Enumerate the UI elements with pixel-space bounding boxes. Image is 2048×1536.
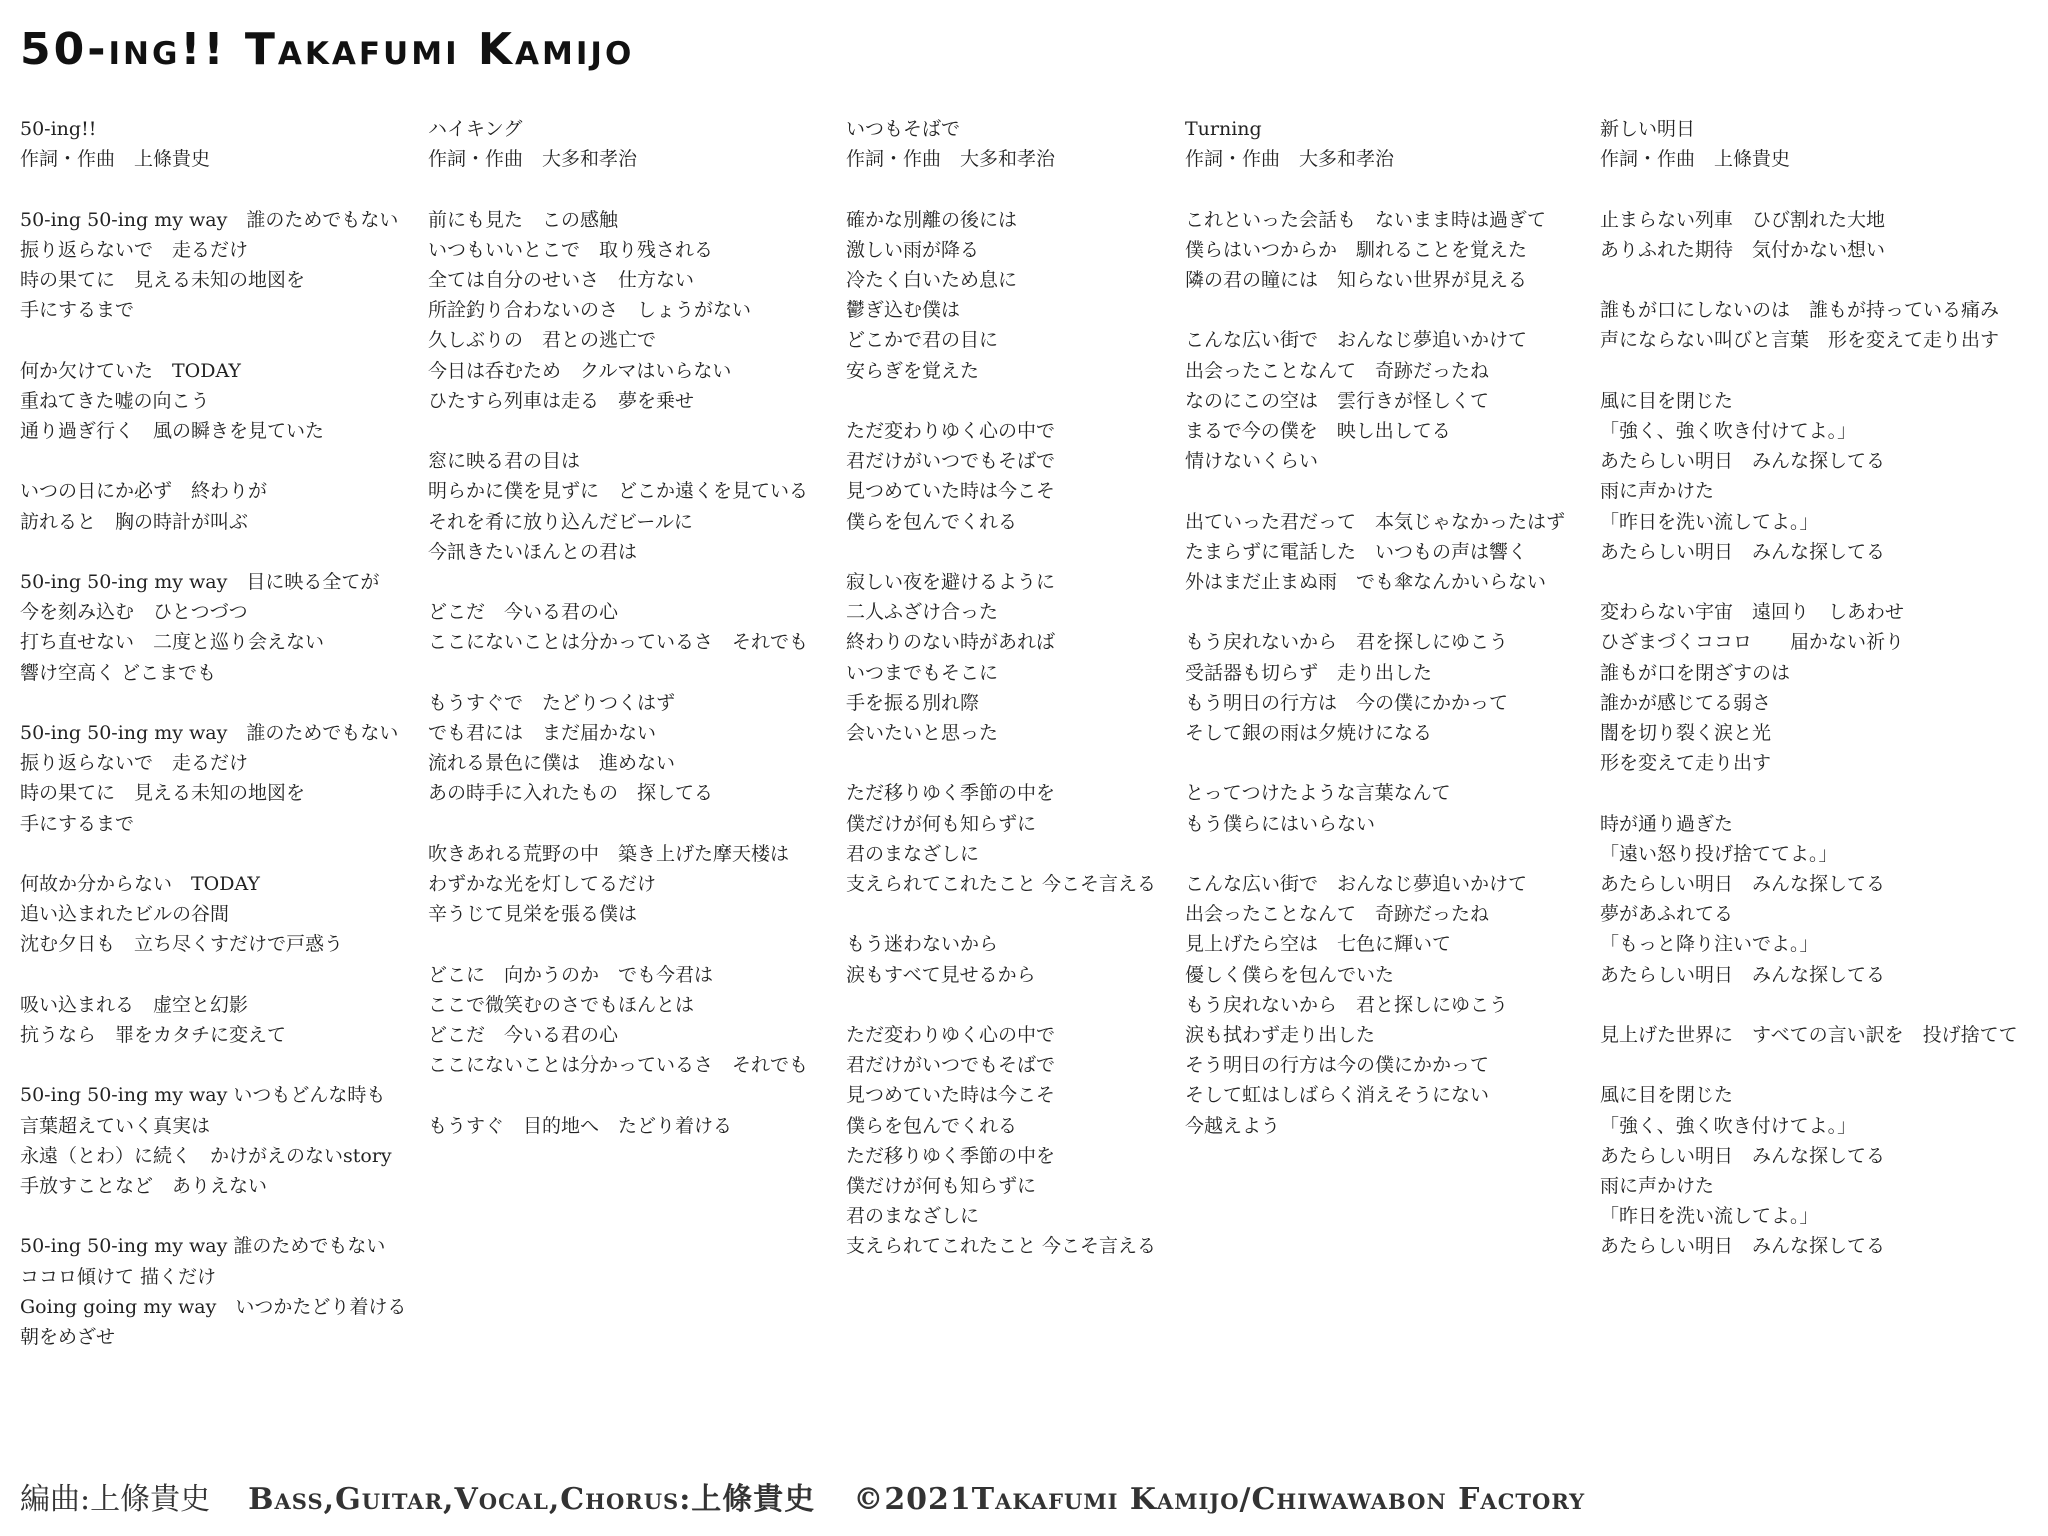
players-credit: Bass,Guitar,Vocal,Chorus:上條貴史 (248, 1482, 816, 1517)
lyric-line: 会いたいと思った (846, 722, 999, 745)
lyric-line: 流れる景色に僕は 進めない (428, 752, 676, 775)
lyric-line: 手にするまで (20, 299, 135, 322)
lyric-line: これといった会話も ないまま時は過ぎて (1185, 208, 1547, 231)
lyric-line: あたらしい明日 みんな探してる (1600, 963, 1886, 986)
lyric-line: 夢があふれてる (1600, 903, 1734, 926)
lyric-line: 出会ったことなんて 奇跡だったね (1185, 903, 1490, 926)
stanza (1185, 627, 1565, 748)
lyric-line: 受話器も切らず 走り出した (1185, 661, 1433, 684)
lyric-line: 二人ふざけ合った (846, 601, 999, 624)
lyric-line: ここで微笑むのさでもほんとは (428, 993, 695, 1016)
stanza (20, 567, 406, 688)
lyric-line: 止まらない列車 ひび割れた大地 (1600, 208, 1886, 231)
lyric-line: 久しぶりの 君との逃亡で (428, 329, 657, 352)
lyric-line: もう明日の行方は 今の僕にかかって (1185, 691, 1509, 714)
stanza (1185, 325, 1565, 476)
lyric-line: あの時手に入れたもの 探してる (428, 782, 714, 805)
lyric-line: もう戻れないから 君を探しにゆこう (1185, 631, 1509, 654)
lyric-line: 風に目を閉じた (1600, 389, 1734, 412)
lyric-line: 冷たく白いため息に (846, 269, 1018, 291)
song-title: ハイキング (428, 118, 523, 140)
song-column-5 (1600, 114, 2018, 1262)
lyric-line: 時の果てに 見える未知の地図を (20, 269, 306, 291)
lyric-line: 50-ing 50-ing my way 誰のためでもない (20, 1235, 386, 1258)
lyric-line: どこだ 今いる君の心 (428, 601, 619, 624)
lyric-line: どこに 向かうのか でも今君は (428, 963, 714, 986)
lyric-line: 見つめていた時は今こそ (846, 1084, 1056, 1107)
stanza (1600, 1080, 2018, 1261)
page-title: 50-ing!! Takafumi Kamijo (20, 24, 635, 75)
lyric-line: あたらしい明日 みんな探してる (1600, 1235, 1886, 1258)
lyric-line: 辛うじて見栄を張る僕は (428, 903, 638, 926)
stanza (428, 205, 808, 416)
lyric-line: 50-ing 50-ing my way 誰のためでもない (20, 721, 399, 744)
lyric-line: Going going my way いつかたどり着ける (20, 1295, 407, 1318)
lyric-line: 寂しい夜を避けるように (846, 571, 1056, 593)
stanza (1600, 295, 2018, 355)
stanza (1185, 205, 1565, 296)
lyric-line: ただ移りゆく季節の中を (846, 1144, 1056, 1167)
lyric-line: いつもいいとこで 取り残される (428, 238, 714, 261)
lyric-line: 前にも見た この感触 (428, 208, 619, 231)
lyric-line: わずかな光を灯してるだけ (428, 873, 657, 895)
lyric-line: ここにないことは分かっているさ それでも (428, 631, 809, 654)
lyric-line: たまらずに電話した いつもの声は響く (1185, 540, 1528, 563)
stanza (846, 567, 1156, 748)
song-credit: 作詞・作曲 大多和孝治 (846, 148, 1056, 171)
stanza (1600, 1020, 2018, 1050)
stanza (428, 597, 808, 657)
lyric-line: 誰もが口を閉ざすのは (1600, 661, 1791, 684)
song-title: Turning (1185, 118, 1262, 140)
stanza (20, 356, 406, 447)
stanza (1600, 386, 2018, 567)
lyric-line: 窓に映る君の目は (428, 450, 581, 473)
lyric-line: 今訊きたいほんとの君は (428, 540, 638, 563)
song-credit: 作詞・作曲 大多和孝治 (428, 148, 638, 171)
arrangement-credit: 編曲:上條貴史 (20, 1482, 211, 1517)
lyric-line: 君のまなざしに (846, 1205, 980, 1228)
lyric-line: そう明日の行方は今の僕にかかって (1185, 1054, 1490, 1077)
lyric-line: もう僕らにはいらない (1185, 812, 1376, 835)
song-column-4 (1185, 114, 1565, 1141)
lyric-line: 言葉超えていく真実は (20, 1114, 211, 1137)
lyric-line: いつの日にか必ず 終わりが (20, 480, 268, 503)
lyric-line: もうすぐで たどりつくはず (428, 691, 676, 714)
lyric-line: 沈む夕日も 立ち尽くすだけで戸惑う (20, 933, 344, 956)
footer-credits (20, 1474, 1585, 1518)
lyric-line: 「昨日を洗い流してよ。」 (1600, 510, 1819, 533)
lyric-line: ただ変わりゆく心の中で (846, 420, 1056, 442)
lyric-line: 今越えよう (1185, 1114, 1281, 1137)
lyric-line: 手を振る別れ際 (846, 691, 980, 714)
lyric-line: 全ては自分のせいさ 仕方ない (428, 269, 695, 291)
lyric-line: いつまでもそこに (846, 661, 999, 684)
lyric-line: 支えられてこれたこと 今こそ言える (846, 873, 1157, 896)
stanza (846, 778, 1156, 899)
stanza (428, 446, 808, 567)
lyric-line: 激しい雨が降る (846, 238, 980, 261)
lyric-line: 風に目を閉じた (1600, 1084, 1734, 1107)
lyric-line: 出ていった君だって 本気じゃなかったはず (1185, 510, 1566, 533)
lyric-line: 見上げたら空は 七色に輝いて (1185, 933, 1452, 956)
song-credit: 作詞・作曲 大多和孝治 (1185, 148, 1395, 171)
lyric-line: 形を変えて走り出す (1600, 752, 1772, 775)
lyric-line: 何故か分からない TODAY (20, 872, 260, 895)
lyric-line: 君だけがいつでもそばで (846, 1054, 1056, 1077)
lyric-line: こんな広い街で おんなじ夢追いかけて (1185, 329, 1528, 352)
lyric-line: ありふれた期待 気付かない想い (1600, 238, 1886, 261)
lyric-line: 誰かが感じてる弱さ (1600, 691, 1772, 714)
lyric-line: 何か欠けていた TODAY (20, 359, 241, 382)
lyric-line: 僕らを包んでくれる (846, 510, 1018, 533)
lyric-line: 永遠（とわ）に続く かけがえのないstory (20, 1144, 392, 1167)
lyric-line: 「強く、強く吹き付けてよ。」 (1600, 1114, 1857, 1137)
stanza (1600, 809, 2018, 990)
stanza (1600, 597, 2018, 778)
song-title: 50-ing!! (20, 118, 97, 140)
lyric-line: 僕らを包んでくれる (846, 1114, 1018, 1137)
song-column-3 (846, 114, 1156, 1262)
song-credit: 作詞・作曲 上條貴史 (1600, 148, 1791, 171)
lyric-line: 涙もすべて見せるから (846, 963, 1036, 986)
lyric-line: 闇を切り裂く涙と光 (1600, 722, 1772, 744)
lyric-line: 「昨日を洗い流してよ。」 (1600, 1205, 1819, 1228)
stanza (428, 839, 808, 930)
lyric-line: 「遠い怒り投げ捨ててよ。」 (1600, 842, 1838, 865)
lyric-line: ひざまづくココロ 届かない祈り (1600, 631, 1905, 654)
lyric-line: ただ移りゆく季節の中を (846, 782, 1056, 805)
lyric-line: 支えられてこれたこと 今こそ言える (846, 1235, 1157, 1258)
lyric-line: 通り過ぎ行く 風の瞬きを見ていた (20, 420, 325, 442)
lyric-line: 今を刻み込む ひとつづつ (20, 601, 248, 624)
lyric-line: 僕だけが何も知らずに (846, 812, 1037, 835)
stanza (20, 1080, 406, 1201)
lyric-line: 手にするまで (20, 812, 135, 835)
lyric-line: 時の果てに 見える未知の地図を (20, 782, 306, 805)
lyric-line: 声にならない叫びと言葉 形を変えて走り出す (1600, 329, 2000, 352)
stanza (846, 1020, 1156, 1262)
lyric-line: 隣の君の瞳には 知らない世界が見える (1185, 269, 1528, 291)
lyric-line: 終わりのない時があれば (846, 631, 1056, 654)
lyric-line: 雨に声かけた (1600, 1175, 1715, 1197)
stanza (428, 688, 808, 809)
lyric-line: 鬱ぎ込む僕は (846, 299, 961, 322)
lyric-line: もう戻れないから 君と探しにゆこう (1185, 993, 1509, 1016)
stanza (846, 205, 1156, 386)
lyric-line: 「強く、強く吹き付けてよ。」 (1600, 419, 1857, 442)
lyric-line: 「もっと降り注いでよ。」 (1600, 933, 1819, 956)
lyric-line: どこかで君の目に (846, 329, 999, 352)
lyric-line: あたらしい明日 みんな探してる (1600, 873, 1886, 895)
stanza (20, 476, 406, 536)
lyric-line: 僕らはいつからか 馴れることを覚えた (1185, 238, 1528, 261)
lyric-line: 見上げた世界に すべての言い訳を 投げ捨てて (1600, 1024, 2018, 1046)
lyric-line: 優しく僕らを包んでいた (1185, 963, 1395, 986)
lyric-line: 50-ing 50-ing my way いつもどんな時も (20, 1084, 386, 1107)
stanza (846, 929, 1156, 989)
song-column-2 (428, 114, 808, 1141)
lyric-line: ひたすら列車は走る 夢を乗せ (428, 389, 695, 412)
lyric-line: 確かな別離の後には (846, 208, 1018, 231)
lyric-line: こんな広い街で おんなじ夢追いかけて (1185, 872, 1528, 895)
lyric-line: そして虹はしばらく消えそうにない (1185, 1084, 1490, 1107)
lyric-line: なのにこの空は 雲行きが怪しくて (1185, 389, 1490, 412)
lyric-line: もう迷わないから (846, 933, 999, 956)
lyric-line: あたらしい明日 みんな探してる (1600, 540, 1886, 563)
lyric-line: 今日は呑むため クルマはいらない (428, 359, 732, 382)
stanza (1185, 869, 1565, 1141)
lyric-line: 吸い込まれる 虚空と幻影 (20, 993, 249, 1016)
stanza (20, 1231, 406, 1352)
lyric-line: 見つめていた時は今こそ (846, 480, 1056, 503)
lyric-line: 誰もが口にしないのは 誰もが持っている痛み (1600, 299, 2000, 322)
song-title: いつもそばで (846, 118, 961, 140)
lyric-line: 重ねてきた嘘の向こう (20, 389, 210, 412)
lyric-line: とってつけたような言葉なんて (1185, 782, 1451, 805)
stanza (1185, 507, 1565, 598)
song-column-1 (20, 114, 406, 1352)
lyric-line: ココロ傾けて 描くだけ (20, 1265, 217, 1288)
lyric-line: 外はまだ止まぬ雨 でも傘なんかいらない (1185, 571, 1547, 593)
lyric-line: 時が通り過ぎた (1600, 812, 1734, 835)
lyric-line: あたらしい明日 みんな探してる (1600, 450, 1886, 473)
lyric-line: あたらしい明日 みんな探してる (1600, 1144, 1886, 1167)
lyric-line: 吹きあれる荒野の中 築き上げた摩天楼は (428, 842, 790, 865)
song-credit: 作詞・作曲 上條貴史 (20, 148, 211, 171)
stanza (20, 990, 406, 1050)
lyric-line: 所詮釣り合わないのさ しょうがない (428, 299, 752, 322)
lyric-line: 涙も拭わず走り出した (1185, 1024, 1376, 1046)
lyric-line: 50-ing 50-ing my way 目に映る全てが (20, 570, 380, 593)
lyric-line: 情けないくらい (1185, 450, 1319, 473)
lyric-line: 朝をめざせ (20, 1325, 116, 1348)
lyric-line: 安らぎを覚えた (846, 359, 980, 382)
lyric-line: ここにないことは分かっているさ それでも (428, 1054, 809, 1077)
lyric-line: 訪れると 胸の時計が叫ぶ (20, 510, 249, 533)
stanza (20, 869, 406, 960)
lyric-line: まるで今の僕を 映し出してる (1185, 420, 1451, 442)
lyric-line: 君だけがいつでもそばで (846, 450, 1056, 473)
lyric-line: 明らかに僕を見ずに どこか遠くを見ている (428, 480, 809, 503)
lyric-line: ただ変わりゆく心の中で (846, 1024, 1056, 1046)
lyric-line: 僕だけが何も知らずに (846, 1175, 1037, 1198)
lyric-line: 君のまなざしに (846, 842, 980, 865)
stanza (428, 1111, 808, 1141)
stanza (1600, 205, 2018, 265)
lyric-line: どこだ 今いる君の心 (428, 1024, 619, 1046)
stanza (20, 718, 406, 839)
copyright-notice: ©2021Takafumi Kamijo/Chiwawabon Factory (853, 1482, 1586, 1517)
lyric-line: 振り返らないで 走るだけ (20, 238, 249, 261)
lyric-line: でも君には まだ届かない (428, 722, 657, 744)
lyric-line: そして銀の雨は夕焼けになる (1185, 722, 1433, 744)
lyric-line: それを肴に放り込んだビールに (428, 510, 693, 533)
stanza (20, 205, 406, 326)
lyric-line: 振り返らないで 走るだけ (20, 752, 249, 775)
lyric-line: 50-ing 50-ing my way 誰のためでもない (20, 208, 399, 231)
stanza (1185, 778, 1565, 838)
lyric-line: 出会ったことなんて 奇跡だったね (1185, 359, 1490, 382)
stanza (846, 416, 1156, 537)
lyric-line: 追い込まれたビルの谷間 (20, 903, 230, 926)
lyric-line: 変わらない宇宙 遠回り しあわせ (1600, 601, 1905, 624)
lyric-line: 抗うなら 罪をカタチに変えて (20, 1023, 287, 1046)
lyric-line: 打ち直せない 二度と巡り会えない (20, 631, 325, 654)
lyric-line: 雨に声かけた (1600, 480, 1715, 503)
lyric-line: もうすぐ 目的地へ たどり着ける (428, 1114, 733, 1137)
lyric-line: 響け空高く どこまでも (20, 661, 217, 684)
song-title: 新しい明日 (1600, 118, 1696, 140)
lyric-line: 手放すことなど ありえない (20, 1174, 268, 1197)
stanza (428, 960, 808, 1081)
